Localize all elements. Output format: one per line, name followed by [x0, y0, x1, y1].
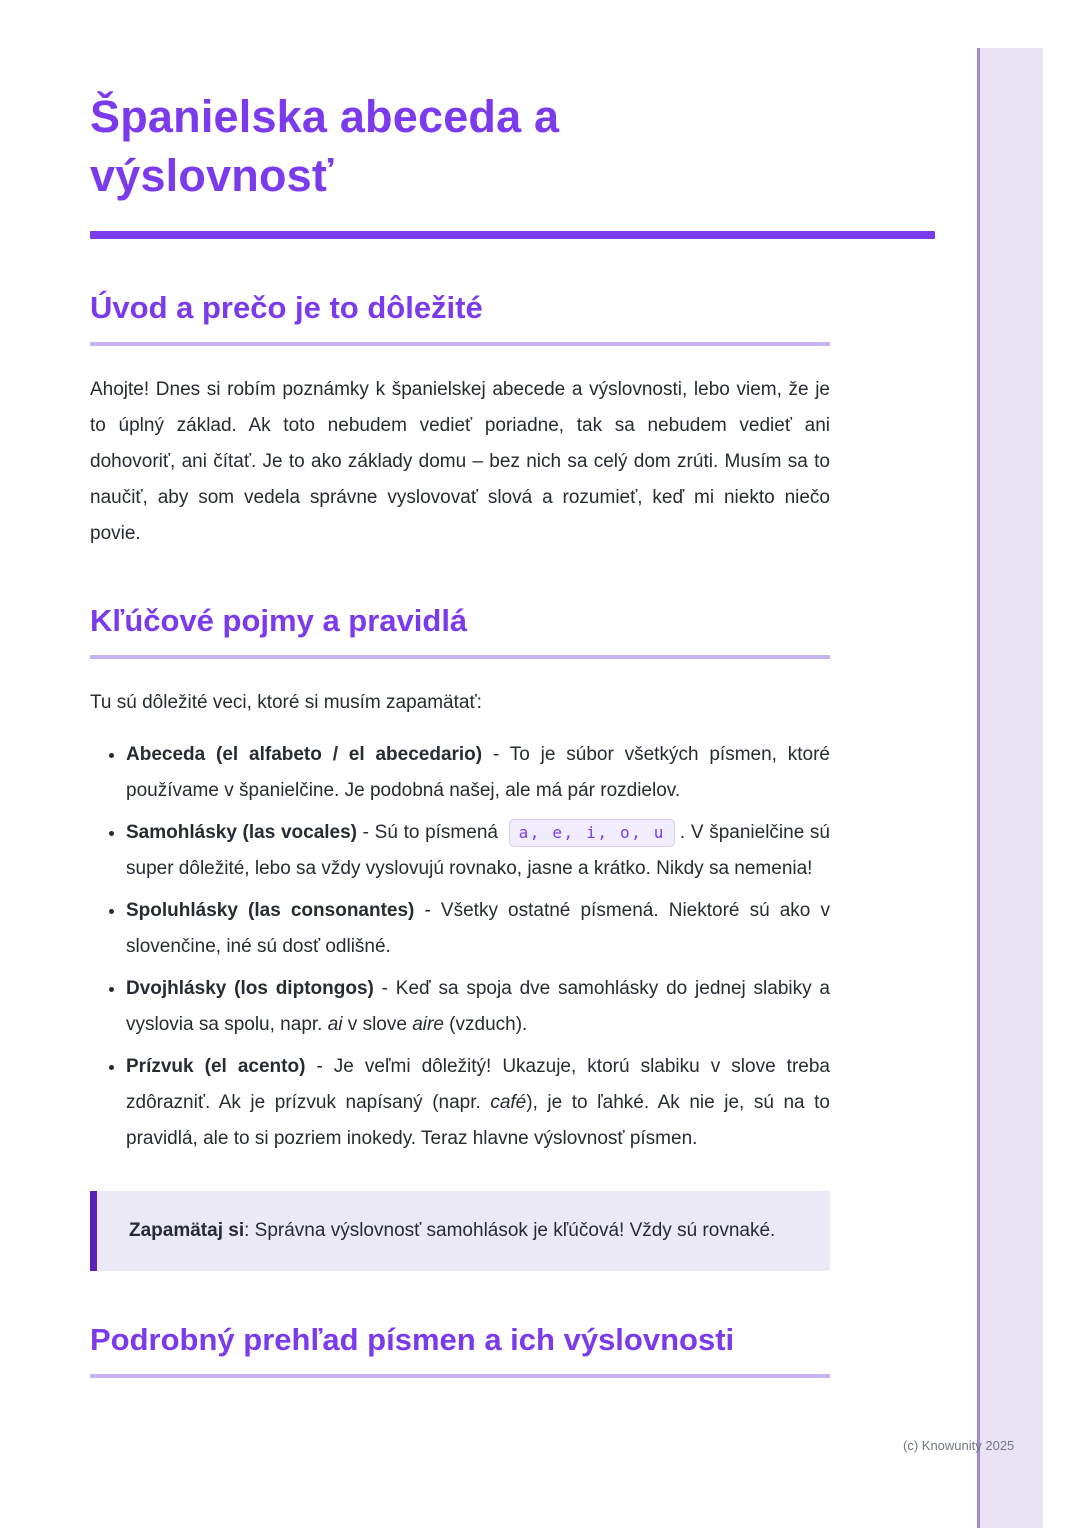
document-page [90, 0, 935, 1378]
concepts-list [90, 737, 830, 1157]
list-item-text [126, 822, 830, 879]
section-divider-concepts [90, 655, 830, 659]
inline-code: a, e, i, o, u [509, 819, 675, 847]
copyright-note: (c) Knowunity 2025 [903, 1438, 1015, 1453]
section-heading-detail: Podrobný prehľad písmen a ich výslovnosti [90, 1321, 735, 1357]
text-run: . V španielčine sú super dôležité, lebo sa vždy vyslovujú rovnako, jasne a krátko. Nikdy sa nemenia! [126, 821, 831, 879]
text-run: - To je súbor všetkých písmen, ktoré používame v španielčine. Je podobná našej, ale má pár rozdielov. [126, 743, 831, 801]
list-item-text [126, 744, 830, 801]
page-title: Španielska abeceda a výslovnosť [90, 91, 560, 201]
section-divider-intro [90, 342, 830, 346]
page-edge-strip [977, 48, 1043, 1528]
text-italic: aire [412, 1013, 444, 1035]
list-item-text [126, 1056, 830, 1149]
section-heading-concepts: Kľúčové pojmy a pravidlá [90, 602, 468, 638]
list-item [126, 971, 830, 1043]
text-bold: Samohlásky (las vocales) [126, 821, 358, 843]
text-run: (vzduch). [443, 1013, 528, 1035]
section-heading-intro: Úvod a prečo je to dôležité [90, 290, 483, 325]
text-italic: ai [327, 1013, 343, 1035]
callout-box [90, 1191, 830, 1271]
list-item [126, 1049, 830, 1157]
text-run: ), je to ľahké. Ak nie je, sú na to pravidlá, ale to si pozriem inokedy. Teraz hlavne výslovnosť písmen. [126, 1091, 830, 1149]
list-item-text [126, 978, 830, 1035]
text-run: - Všetky ostatné písmená. Niektoré sú ako v slovenčine, iné sú dosť odlišné. [126, 899, 830, 957]
title-divider [90, 231, 935, 239]
text-bold: Abeceda (el alfabeto / el abecedario) [126, 743, 483, 765]
list-item [126, 893, 830, 965]
text-bold: Spoluhlásky (las consonantes) [126, 899, 415, 921]
text-bold: Zapamätaj si [129, 1219, 245, 1241]
text-italic: café [490, 1091, 527, 1113]
text-run: - Je veľmi dôležitý! Ukazuje, ktorú slabiku v slove treba zdôrazniť. Ak je prízvuk napísaný (napr. [126, 1055, 830, 1113]
intro-paragraph: Ahojte! Dnes si robím poznámky k španielskej abecede a výslovnosti, lebo viem, že je to úplný základ. Ak toto nebudem vedieť poriadne, tak sa nebudem vedieť ani dohovoriť, ani čítať. Je to ako základy domu – bez nich sa celý dom zrúti. Musím sa to naučiť, aby som vedela správne vyslovovať slová a rozumieť, keď mi niekto niečo povie. [90, 378, 830, 544]
list-item [126, 815, 830, 887]
list-item-text [126, 900, 830, 957]
list-item [126, 737, 830, 809]
text-run: : Správna výslovnosť samohlások je kľúčová! Vždy sú rovnaké. [244, 1219, 776, 1241]
text-run: v slove [342, 1013, 413, 1035]
text-run: - Sú to písmená [357, 821, 504, 843]
text-bold: Dvojhlásky (los diptongos) [126, 977, 374, 999]
concepts-lead: Tu sú dôležité veci, ktoré si musím zapamätať: [90, 691, 482, 713]
text-run: - Keď sa spoja dve samohlásky do jednej slabiky a vyslovia sa spolu, napr. [126, 977, 830, 1035]
text-bold: Prízvuk (el acento) [126, 1055, 306, 1077]
section-divider-detail [90, 1374, 830, 1378]
callout-text [129, 1213, 800, 1249]
